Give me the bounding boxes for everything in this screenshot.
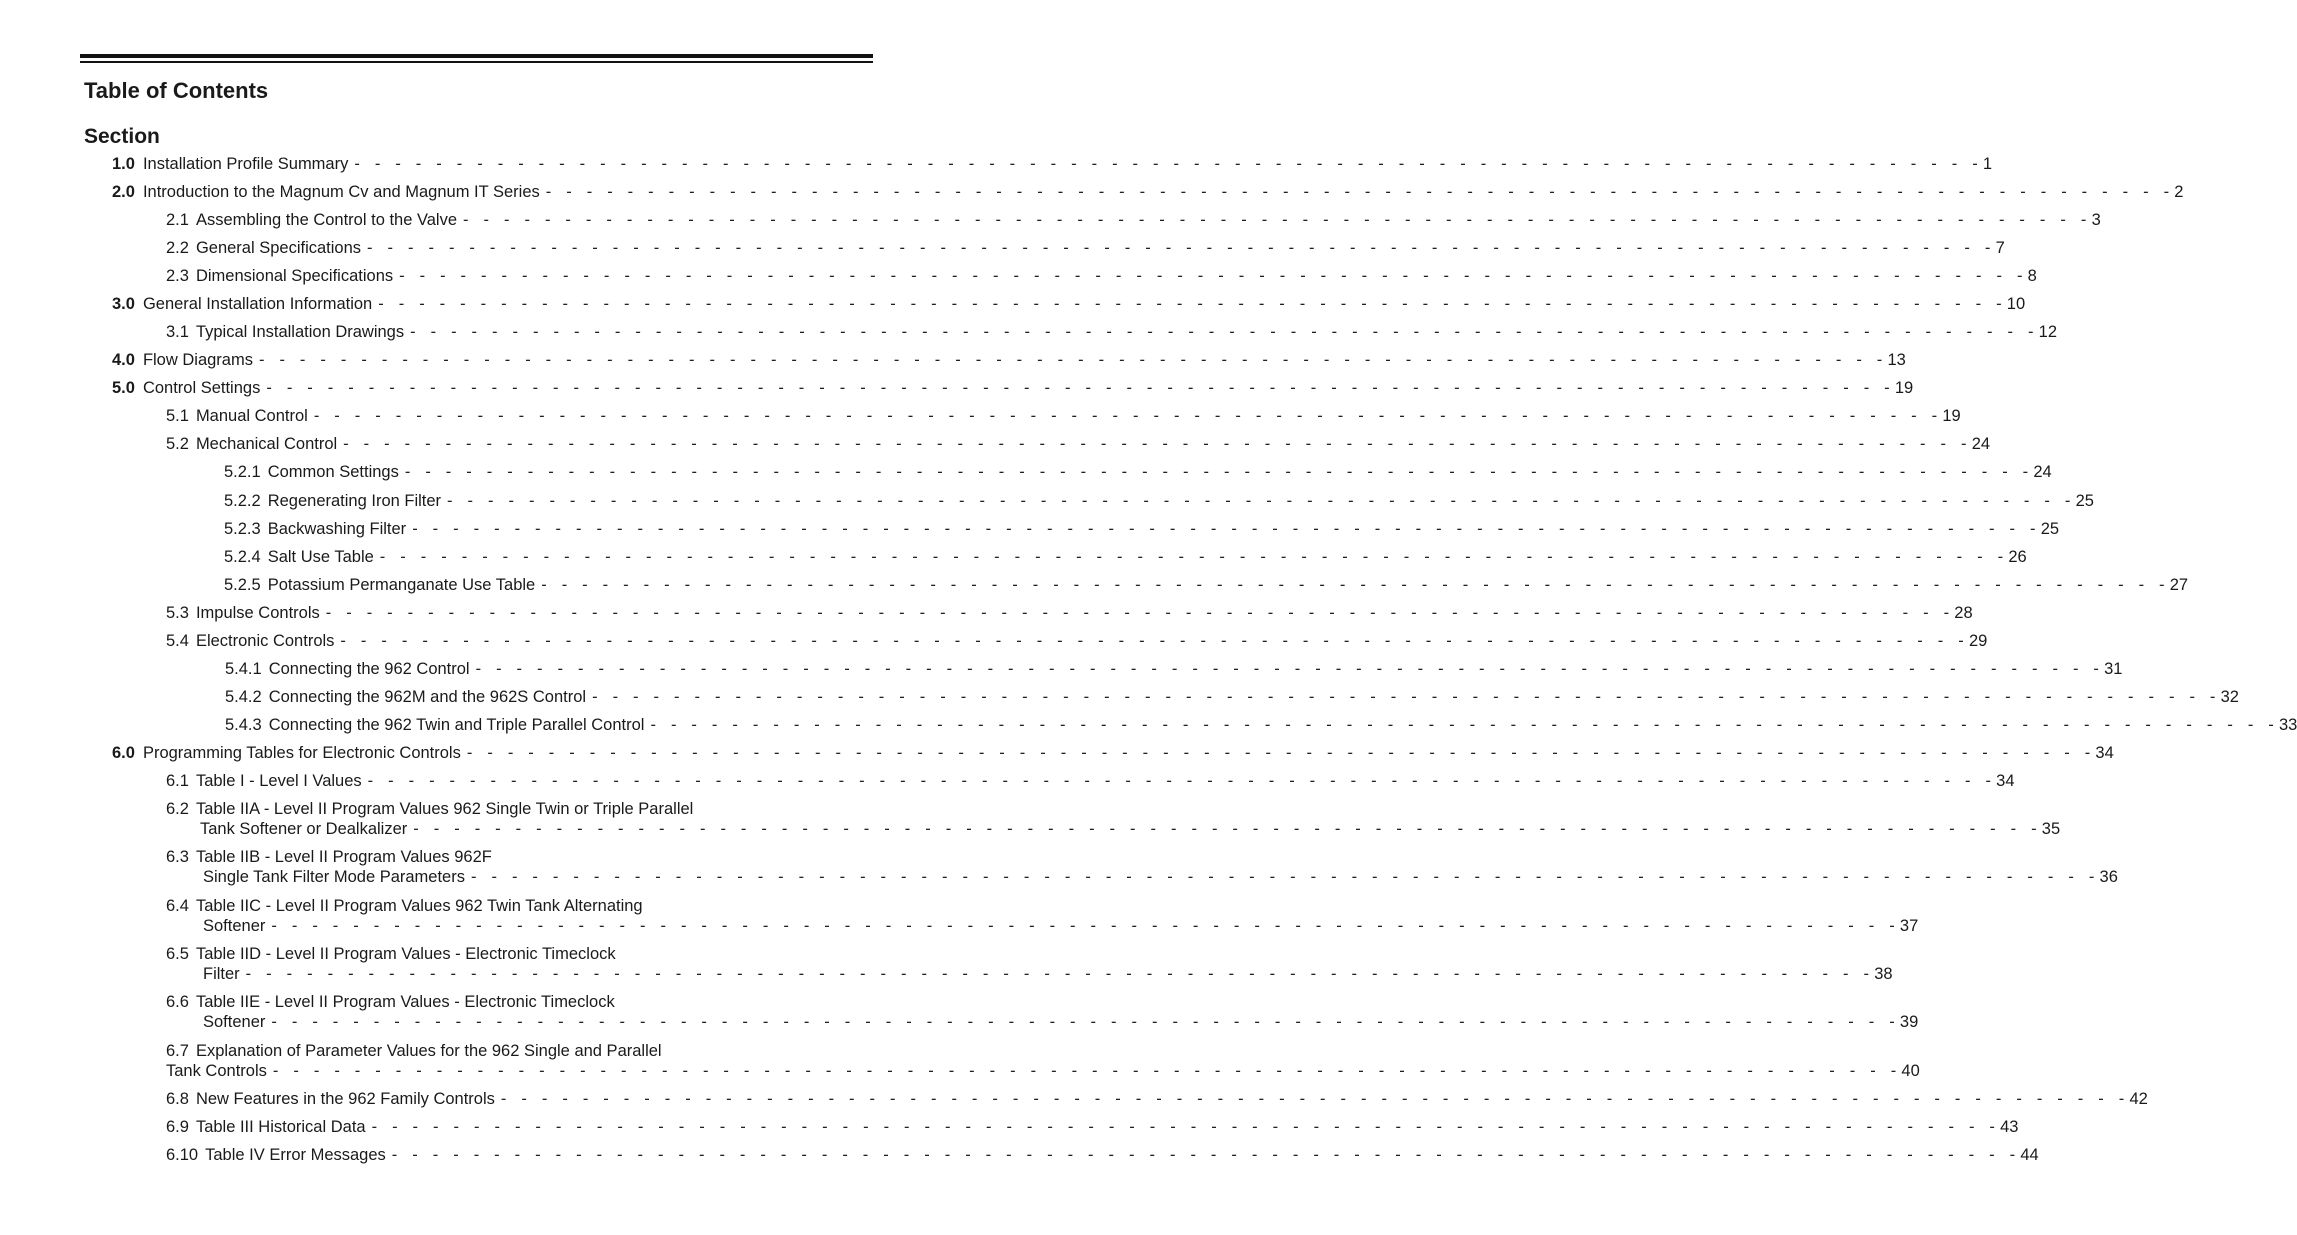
toc-entry-line [225, 716, 2297, 735]
toc-entry-number: 5.4.1 [225, 660, 262, 678]
toc-entry-title: Connecting the 962 Twin and Triple Parallel Control [268, 716, 645, 734]
dot-leader: - - - - - - - - - - - - - - - - - - - - - - - - - - - - - - - - - - - - - - - - - - - - - - - - - - - - - - - - - - - - - - - - - - - - - - - - - - - - - - - - [354, 155, 1983, 173]
dot-leader: - - - - - - - - - - - - - - - - - - - - - - - - - - - - - - - - - - - - - - - - - - - - - - - - - - - - - - - - - - - - - - - - - - - - - - - - - - - - - - - - [340, 632, 1969, 650]
toc-entry-title: Backwashing Filter [267, 520, 407, 538]
toc-entry-title: Regenerating Iron Filter [267, 492, 442, 510]
toc-entry[interactable] [0, 155, 1993, 177]
toc-entry-title: Flow Diagrams [142, 351, 253, 369]
toc-entry-title: Salt Use Table [267, 548, 374, 566]
page-title: Table of Contents [84, 78, 269, 103]
toc-entry[interactable] [0, 211, 2101, 233]
toc-entry-page: 28 [1954, 604, 1973, 622]
toc-entry[interactable] [0, 945, 1893, 989]
toc-entry-line [200, 820, 2061, 839]
toc-entry-page: 25 [2040, 520, 2060, 538]
dot-leader: - - - - - - - - - - - - - - - - - - - - - - - - - - - - - - - - - - - - - - - - - - - - - - - - - - - - - - - - - - - - - - - - - - - - - - - - - - - - - - - - [466, 744, 2096, 762]
toc-entry[interactable] [0, 632, 1988, 654]
toc-entry-line [166, 267, 2037, 286]
toc-entry-line [166, 1042, 668, 1061]
toc-entry-title: Typical Installation Drawings [195, 323, 405, 341]
toc-entry-title: Installation Profile Summary [142, 155, 349, 173]
toc-entry-title: Table IIB - Level II Program Values 962F [195, 848, 492, 866]
toc-entry-line [224, 548, 2027, 567]
toc-entry[interactable] [0, 800, 2061, 844]
toc-entry-page: 12 [2038, 323, 2058, 341]
toc-entry-page: 33 [2279, 716, 2297, 734]
toc-entry[interactable] [0, 660, 2123, 682]
toc-entry-title: Table IIC - Level II Program Values 962 Twin Tank Alternating [195, 897, 643, 915]
toc-entry-line [112, 744, 2114, 763]
toc-entry-line [166, 239, 2005, 258]
toc-entry-title-continued: Tank Controls [166, 1062, 267, 1080]
toc-entry-line [224, 463, 2052, 482]
toc-entry-page: 42 [2129, 1090, 2148, 1108]
dot-leader: - - - - - - - - - - - - - - - - - - - - - - - - - - - - - - - - - - - - - - - - - - - - - - - - - - - - - - - - - - - - - - - - - - - - - - - - - - - - - - - - [413, 820, 2042, 838]
toc-entry-number: 6.5 [166, 945, 189, 963]
toc-entry-title: Explanation of Parameter Values for the 962 Single and Parallel [195, 1042, 662, 1060]
toc-entry-line [112, 295, 2026, 314]
toc-entry-line [112, 351, 1906, 370]
toc-entry-line [166, 1090, 2148, 1109]
toc-entry-number: 5.4.2 [225, 688, 262, 706]
toc-entry-title: Electronic Controls [195, 632, 335, 650]
toc-entry-title: Table IV Error Messages [205, 1146, 386, 1164]
toc-entry[interactable] [0, 435, 1991, 457]
toc-entry-page: 40 [1901, 1062, 1920, 1080]
toc-entry-page: 39 [1899, 1013, 1919, 1031]
toc-entry-number: 6.10 [166, 1146, 199, 1164]
toc-entry-number: 1.0 [112, 155, 135, 173]
toc-entry-line [166, 211, 2101, 230]
toc-entry[interactable] [0, 267, 2037, 289]
toc-entry-line [225, 660, 2123, 679]
dot-leader: - - - - - - - - - - - - - - - - - - - - - - - - - - - - - - - - - - - - - - - - - - - - - - - - - - - - - - - - - - - - - - - - - - - - - - - - - - - - - - - - [500, 1090, 2130, 1108]
toc-entry-title: Impulse Controls [195, 604, 320, 622]
toc-entry-title: Table III Historical Data [195, 1118, 366, 1136]
toc-entry-page: 19 [1894, 379, 1914, 397]
toc-entry-number: 5.4 [166, 632, 189, 650]
toc-entry-page: 32 [2220, 688, 2239, 706]
toc-entry-line [166, 604, 1973, 623]
toc-entry-title: Potassium Permanganate Use Table [267, 576, 536, 594]
toc-entry-number: 6.1 [166, 772, 189, 790]
toc-entry-line [166, 1062, 1920, 1081]
toc-entry[interactable] [0, 1042, 1920, 1086]
toc-entry-title: Assembling the Control to the Valve [195, 211, 458, 229]
dot-leader: - - - - - - - - - - - - - - - - - - - - - - - - - - - - - - - - - - - - - - - - - - - - - - - - - - - - - - - - - - - - - - - - - - - - - - - - - - - - - - - - [343, 435, 1972, 453]
toc-entry-title: Table I - Level I Values [195, 772, 362, 790]
toc-entry-page: 24 [1971, 435, 1991, 453]
toc-entry[interactable] [0, 463, 2052, 485]
toc-entry-page: 38 [1874, 965, 1893, 983]
dot-leader: - - - - - - - - - - - - - - - - - - - - - - - - - - - - - - - - - - - - - - - - - - - - - - - - - - - - - - - - - - - - - - - - - - - - - - - - - - - - - - - - [271, 917, 1900, 935]
toc-entry-page: 37 [1899, 917, 1919, 935]
dot-leader: - - - - - - - - - - - - - - - - - - - - - - - - - - - - - - - - - - - - - - - - - - - - - - - - - - - - - - - - - - - - - - - - - - - - - - - - - - - - - - - - [399, 267, 2028, 285]
toc-entry[interactable] [0, 183, 2184, 205]
toc-entry-line [166, 632, 1988, 651]
dot-leader: - - - - - - - - - - - - - - - - - - - - - - - - - - - - - - - - - - - - - - - - - - - - - - - - - - - - - - - - - - - - - - - - - - - - - - - - - - - - - - - - [325, 604, 1955, 622]
toc-entry[interactable] [0, 744, 2114, 766]
dot-leader: - - - - - - - - - - - - - - - - - - - - - - - - - - - - - - - - - - - - - - - - - - - - - - - - - - - - - - - - - - - - - - - - - - - - - - - - - - - - - - - - [367, 772, 1997, 790]
dot-leader: - - - - - - - - - - - - - - - - - - - - - - - - - - - - - - - - - - - - - - - - - - - - - - - - - - - - - - - - - - - - - - - - - - - - - - - - - - - - - - - - [391, 1146, 2021, 1164]
toc-entry-title-continued: Tank Softener or Dealkalizer [200, 820, 408, 838]
dot-leader: - - - - - - - - - - - - - - - - - - - - - - - - - - - - - - - - - - - - - - - - - - - - - - - - - - - - - - - - - - - - - - - - - - - - - - - - - - - - - - - - [313, 407, 1943, 425]
toc-entry-number: 5.2 [166, 435, 189, 453]
toc-entry-number: 3.0 [112, 295, 135, 313]
dot-leader: - - - - - - - - - - - - - - - - - - - - - - - - - - - - - - - - - - - - - - - - - - - - - - - - - - - - - - - - - - - - - - - - - - - - - - - - - - - - - - - - [245, 965, 1875, 983]
toc-entry-number: 2.1 [166, 211, 189, 229]
dot-leader: - - - - - - - - - - - - - - - - - - - - - - - - - - - - - - - - - - - - - - - - - - - - - - - - - - - - - - - - - - - - - - - - - - - - - - - - - - - - - - - - [463, 211, 2092, 229]
dot-leader: - - - - - - - - - - - - - - - - - - - - - - - - - - - - - - - - - - - - - - - - - - - - - - - - - - - - - - - - - - - - - - - - - - - - - - - - - - - - - - - - [272, 1062, 1902, 1080]
toc-entry-number: 3.1 [166, 323, 189, 341]
toc-entry[interactable] [0, 688, 2239, 710]
dot-leader: - - - - - - - - - - - - - - - - - - - - - - - - - - - - - - - - - - - - - - - - - - - - - - - - - - - - - - - - - - - - - - - - - - - - - - - - - - - - - - - - [650, 716, 2279, 734]
dot-leader: - - - - - - - - - - - - - - - - - - - - - - - - - - - - - - - - - - - - - - - - - - - - - - - - - - - - - - - - - - - - - - - - - - - - - - - - - - - - - - - - [378, 295, 2007, 313]
dot-leader: - - - - - - - - - - - - - - - - - - - - - - - - - - - - - - - - - - - - - - - - - - - - - - - - - - - - - - - - - - - - - - - - - - - - - - - - - - - - - - - - [592, 688, 2221, 706]
toc-entry-page: 26 [2008, 548, 2027, 566]
toc-entry-title: Manual Control [195, 407, 308, 425]
toc-entry-page: 24 [2033, 463, 2052, 481]
toc-entry-number: 6.3 [166, 848, 189, 866]
dot-leader: - - - - - - - - - - - - - - - - - - - - - - - - - - - - - - - - - - - - - - - - - - - - - - - - - - - - - - - - - - - - - - - - - - - - - - - - - - - - - - - - [404, 463, 2034, 481]
dot-leader: - - - - - - - - - - - - - - - - - - - - - - - - - - - - - - - - - - - - - - - - - - - - - - - - - - - - - - - - - - - - - - - - - - - - - - - - - - - - - - - - [470, 868, 2100, 886]
dot-leader: - - - - - - - - - - - - - - - - - - - - - - - - - - - - - - - - - - - - - - - - - - - - - - - - - - - - - - - - - - - - - - - - - - - - - - - - - - - - - - - - [379, 548, 2009, 566]
toc-entry-page: 43 [2000, 1118, 2019, 1136]
toc-entry-page: 8 [2027, 267, 2037, 285]
toc-entry-number: 5.0 [112, 379, 135, 397]
toc-entry-page: 36 [2099, 868, 2118, 886]
toc-entry-page: 27 [2169, 576, 2189, 594]
toc-entry-title: Connecting the 962M and the 962S Control [268, 688, 587, 706]
toc-entry-line [166, 993, 621, 1012]
toc-entry-title-continued: Softener [203, 1013, 266, 1031]
toc-entry-line [166, 323, 2058, 342]
toc-entry-page: 34 [1996, 772, 2015, 790]
toc-entry[interactable] [0, 993, 1919, 1037]
toc-entry-line [166, 945, 622, 964]
toc-entry-number: 2.2 [166, 239, 189, 257]
toc-entry-number: 6.8 [166, 1090, 189, 1108]
toc-entry-title: Common Settings [267, 463, 399, 481]
toc-entry-page: 13 [1887, 351, 1906, 369]
toc-entry-title: Introduction to the Magnum Cv and Magnum IT Series [142, 183, 540, 201]
toc-entry-page: 19 [1942, 407, 1961, 425]
toc-entry[interactable] [0, 323, 2058, 345]
toc-entry[interactable] [0, 295, 2026, 317]
toc-entry-line [224, 520, 2060, 539]
toc-entry-number: 5.3 [166, 604, 189, 622]
toc-entry-line [166, 1146, 2039, 1165]
toc-entry[interactable] [0, 351, 1906, 373]
toc-entry[interactable] [0, 1146, 2039, 1168]
dot-leader: - - - - - - - - - - - - - - - - - - - - - - - - - - - - - - - - - - - - - - - - - - - - - - - - - - - - - - - - - - - - - - - - - - - - - - - - - - - - - - - - [367, 239, 1996, 257]
toc-entry-line [112, 183, 2184, 202]
toc-entry[interactable] [0, 239, 2005, 261]
toc-entry-title: Table IID - Level II Program Values - Electronic Timeclock [195, 945, 616, 963]
toc-entry-page: 35 [2041, 820, 2061, 838]
toc-entry-number: 6.2 [166, 800, 189, 818]
toc-entry-title: New Features in the 962 Family Controls [195, 1090, 495, 1108]
toc-entry-title: Table IIE - Level II Program Values - Electronic Timeclock [195, 993, 615, 1011]
toc-entry[interactable] [0, 379, 1914, 401]
toc-entry-title: Table IIA - Level II Program Values 962 Single Twin or Triple Parallel [195, 800, 694, 818]
toc-entry-line [166, 407, 1961, 426]
toc-entry[interactable] [0, 407, 1961, 429]
dot-leader: - - - - - - - - - - - - - - - - - - - - - - - - - - - - - - - - - - - - - - - - - - - - - - - - - - - - - - - - - - - - - - - - - - - - - - - - - - - - - - - - [271, 1013, 1900, 1031]
toc-entry-title-continued: Filter [203, 965, 240, 983]
toc-entry[interactable] [0, 1118, 2019, 1140]
toc-entry-number: 6.7 [166, 1042, 189, 1060]
toc-entry[interactable] [0, 604, 1973, 626]
toc-entry-title: Connecting the 962 Control [268, 660, 470, 678]
toc-entry-number: 5.2.2 [224, 492, 261, 510]
toc-entry-number: 5.2.1 [224, 463, 261, 481]
toc-entry-title: General Specifications [195, 239, 362, 257]
toc-entry-line [166, 1118, 2019, 1137]
toc-entry-title: Programming Tables for Electronic Controls [142, 744, 461, 762]
toc-entry-number: 5.1 [166, 407, 189, 425]
dot-leader: - - - - - - - - - - - - - - - - - - - - - - - - - - - - - - - - - - - - - - - - - - - - - - - - - - - - - - - - - - - - - - - - - - - - - - - - - - - - - - - - [545, 183, 2175, 201]
toc-entry[interactable] [0, 576, 2189, 598]
toc-entry-number: 2.3 [166, 267, 189, 285]
toc-entry-line [166, 848, 498, 867]
toc-entry-number: 6.9 [166, 1118, 189, 1136]
dot-leader: - - - - - - - - - - - - - - - - - - - - - - - - - - - - - - - - - - - - - - - - - - - - - - - - - - - - - - - - - - - - - - - - - - - - - - - - - - - - - - - - [475, 660, 2105, 678]
toc-entry-line [112, 155, 1993, 174]
toc-entry-page: 25 [2075, 492, 2094, 510]
dot-leader: - - - - - - - - - - - - - - - - - - - - - - - - - - - - - - - - - - - - - - - - - - - - - - - - - - - - - - - - - - - - - - - - - - - - - - - - - - - - - - - - [258, 351, 1888, 369]
toc-entry-number: 5.4.3 [225, 716, 262, 734]
toc-entry-page: 1 [1982, 155, 1993, 173]
toc-entry-title: General Installation Information [142, 295, 373, 313]
dot-leader: - - - - - - - - - - - - - - - - - - - - - - - - - - - - - - - - - - - - - - - - - - - - - - - - - - - - - - - - - - - - - - - - - - - - - - - - - - - - - - - - [447, 492, 2076, 510]
toc-entry-line [203, 965, 1893, 984]
dot-leader: - - - - - - - - - - - - - - - - - - - - - - - - - - - - - - - - - - - - - - - - - - - - - - - - - - - - - - - - - - - - - - - - - - - - - - - - - - - - - - - - [266, 379, 1895, 397]
toc-entry-line [166, 897, 649, 916]
toc-entry-line [225, 688, 2239, 707]
toc-entry[interactable] [0, 548, 2027, 570]
toc-entry-line [203, 868, 2118, 887]
toc-entry-line [224, 492, 2094, 511]
toc-entry-number: 5.2.5 [224, 576, 261, 594]
toc-entry-page: 7 [1995, 239, 2005, 257]
toc-entry-page: 2 [2174, 183, 2184, 201]
toc-entry-page: 31 [2104, 660, 2123, 678]
toc-entry-page: 29 [1968, 632, 1988, 650]
toc-entry-line [112, 379, 1914, 398]
toc-entry[interactable] [0, 1090, 2148, 1112]
toc-entry-number: 6.6 [166, 993, 189, 1011]
toc-entry-line [203, 917, 1919, 936]
toc-entry-line [203, 1013, 1919, 1032]
toc-entry-title-continued: Single Tank Filter Mode Parameters [203, 868, 465, 886]
toc-entry-line [224, 576, 2189, 595]
toc-entry-page: 3 [2091, 211, 2101, 229]
toc-entry-number: 5.2.3 [224, 520, 261, 538]
dot-leader: - - - - - - - - - - - - - - - - - - - - - - - - - - - - - - - - - - - - - - - - - - - - - - - - - - - - - - - - - - - - - - - - - - - - - - - - - - - - - - - - [412, 520, 2041, 538]
toc-entry-number: 6.0 [112, 744, 135, 762]
toc-entry-number: 4.0 [112, 351, 135, 369]
toc-entry-line [166, 435, 1991, 454]
dot-leader: - - - - - - - - - - - - - - - - - - - - - - - - - - - - - - - - - - - - - - - - - - - - - - - - - - - - - - - - - - - - - - - - - - - - - - - - - - - - - - - - [410, 323, 2039, 341]
toc-entry-page: 34 [2095, 744, 2114, 762]
toc-entry[interactable] [0, 492, 2094, 514]
toc-entry-line [166, 772, 2015, 791]
toc-entry-number: 2.0 [112, 183, 135, 201]
toc-entry-title: Dimensional Specifications [195, 267, 394, 285]
toc-entry-line [166, 800, 699, 819]
toc-entry[interactable] [0, 716, 2297, 738]
toc-entry-page: 10 [2006, 295, 2026, 313]
toc-entry-title: Mechanical Control [195, 435, 338, 453]
toc-entry[interactable] [0, 897, 1919, 941]
toc-entry-number: 6.4 [166, 897, 189, 915]
section-heading: Section [84, 125, 160, 148]
dot-leader: - - - - - - - - - - - - - - - - - - - - - - - - - - - - - - - - - - - - - - - - - - - - - - - - - - - - - - - - - - - - - - - - - - - - - - - - - - - - - - - - [541, 576, 2170, 594]
toc-entry[interactable] [0, 848, 2118, 892]
toc-entry[interactable] [0, 772, 2015, 794]
toc-entry-title: Control Settings [142, 379, 261, 397]
toc-entry-number: 5.2.4 [224, 548, 261, 566]
toc-entry-page: 44 [2020, 1146, 2039, 1164]
toc-entry[interactable] [0, 520, 2060, 542]
toc-entry-title-continued: Softener [203, 917, 266, 935]
dot-leader: - - - - - - - - - - - - - - - - - - - - - - - - - - - - - - - - - - - - - - - - - - - - - - - - - - - - - - - - - - - - - - - - - - - - - - - - - - - - - - - - [371, 1118, 2001, 1136]
